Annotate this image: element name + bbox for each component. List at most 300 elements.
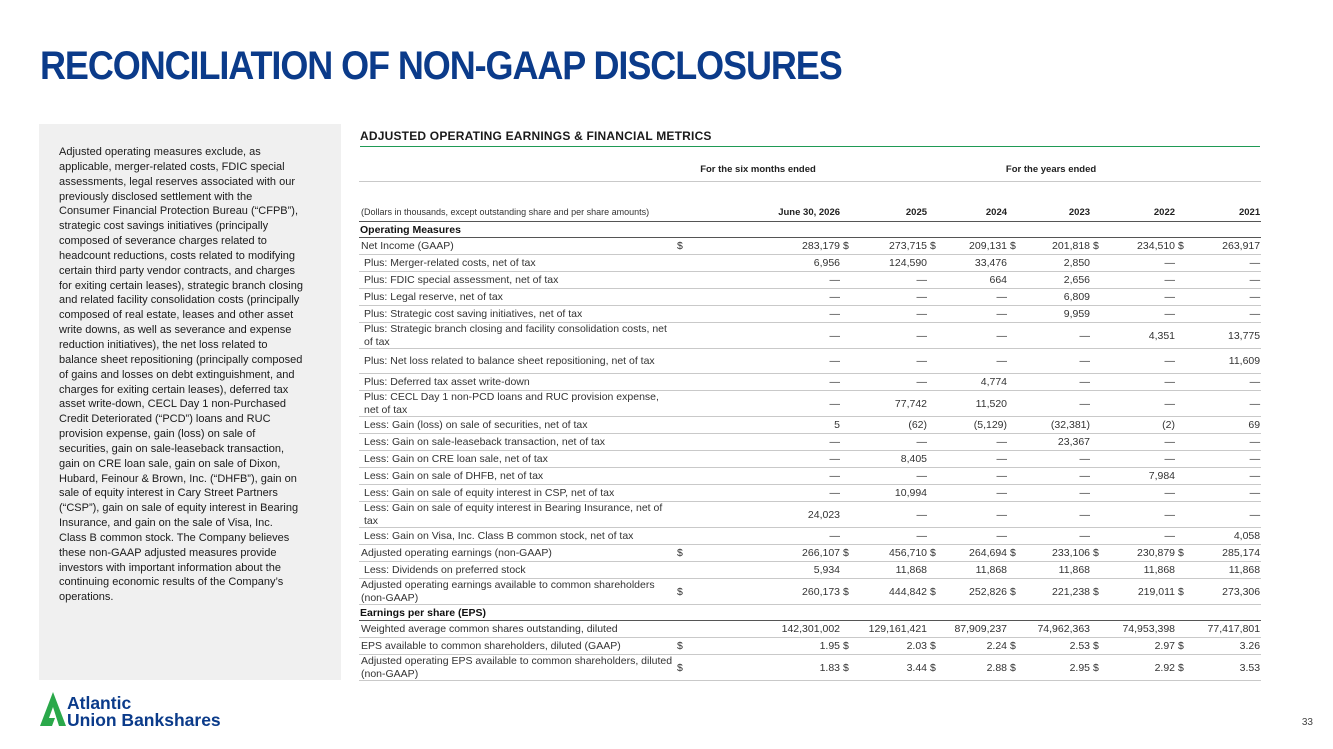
dollar-sign <box>928 451 942 468</box>
cell-value: 201,818 <box>1022 238 1091 255</box>
cell-value: 264,694 <box>942 545 1008 562</box>
dollar-sign <box>1008 272 1022 289</box>
cell-value: 9,959 <box>1022 306 1091 323</box>
dollar-sign <box>1008 391 1022 417</box>
dollar-sign: $ <box>1176 638 1190 655</box>
cell-value: 2.88 <box>942 655 1008 681</box>
column-header: 2022 <box>1091 182 1176 222</box>
dollar-sign <box>928 562 942 579</box>
dollar-sign <box>1091 417 1105 434</box>
dollar-sign <box>675 434 689 451</box>
dollar-sign <box>1008 374 1022 391</box>
cell-value: 11,868 <box>1105 562 1176 579</box>
cell-value: — <box>689 323 841 349</box>
table-row <box>359 621 1261 638</box>
cell-value: 10,994 <box>855 485 928 502</box>
cell-value: — <box>689 272 841 289</box>
table-row <box>359 417 1261 434</box>
cell-value: 266,107 <box>689 545 841 562</box>
cell-value: 252,826 <box>942 579 1008 605</box>
dollar-sign <box>1176 306 1190 323</box>
cell-value: — <box>1022 374 1091 391</box>
dollar-sign <box>928 306 942 323</box>
dollar-sign <box>1008 434 1022 451</box>
dollar-sign: $ <box>675 579 689 605</box>
table-row <box>359 255 1261 272</box>
dollar-sign <box>1008 417 1022 434</box>
dollar-sign <box>675 289 689 306</box>
table-row <box>359 434 1261 451</box>
dollar-sign <box>841 374 855 391</box>
dollar-sign <box>1008 621 1022 638</box>
row-label: Plus: Net loss related to balance sheet repositioning, net of tax <box>359 349 675 374</box>
dollar-sign <box>841 323 855 349</box>
table-row <box>359 323 1261 349</box>
dollar-sign: $ <box>1091 545 1105 562</box>
cell-value: 664 <box>942 272 1008 289</box>
dollar-sign <box>1091 451 1105 468</box>
dollar-sign <box>841 391 855 417</box>
cell-value: 2.92 <box>1105 655 1176 681</box>
row-label: Adjusted operating earnings (non-GAAP) <box>359 545 675 562</box>
dollar-sign <box>675 468 689 485</box>
cell-value: 283,179 <box>689 238 841 255</box>
dollar-sign: $ <box>928 545 942 562</box>
cell-value: 2.97 <box>1105 638 1176 655</box>
column-header: 2021 <box>1176 182 1261 222</box>
dollar-sign: $ <box>1008 638 1022 655</box>
dollar-sign <box>1176 468 1190 485</box>
cell-value: 24,023 <box>689 502 841 528</box>
dollar-sign <box>928 349 942 374</box>
cell-value: — <box>1105 434 1176 451</box>
section-header-operating <box>359 222 1261 238</box>
dollar-sign <box>1008 528 1022 545</box>
table-row <box>359 562 1261 579</box>
dollar-sign <box>1091 502 1105 528</box>
cell-value: 2.03 <box>855 638 928 655</box>
cell-value: — <box>1105 349 1176 374</box>
cell-value: — <box>1190 289 1261 306</box>
dollar-sign <box>1176 621 1190 638</box>
row-label: Less: Gain on sale of equity interest in CSP, net of tax <box>359 485 675 502</box>
dollar-sign <box>841 502 855 528</box>
cell-value: — <box>1190 391 1261 417</box>
cell-value: — <box>1105 485 1176 502</box>
cell-value: — <box>855 272 928 289</box>
dollar-sign <box>1091 468 1105 485</box>
dollar-sign: $ <box>1008 238 1022 255</box>
cell-value: — <box>1105 374 1176 391</box>
dollar-sign <box>1008 289 1022 306</box>
dollar-sign <box>928 485 942 502</box>
dollar-sign <box>841 528 855 545</box>
dollar-sign <box>675 272 689 289</box>
cell-value: 3.44 <box>855 655 928 681</box>
row-label: Plus: Strategic cost saving initiatives, net of tax <box>359 306 675 323</box>
cell-value: 13,775 <box>1190 323 1261 349</box>
cell-value: 5 <box>689 417 841 434</box>
dollar-sign <box>1008 485 1022 502</box>
cell-value: 4,351 <box>1105 323 1176 349</box>
dollar-sign <box>675 528 689 545</box>
cell-value: 263,917 <box>1190 238 1261 255</box>
cell-value: 77,742 <box>855 391 928 417</box>
dollar-sign <box>1176 374 1190 391</box>
cell-value: — <box>689 349 841 374</box>
table-row <box>359 289 1261 306</box>
dollar-sign <box>1176 289 1190 306</box>
dollar-sign <box>1176 562 1190 579</box>
cell-value: 4,774 <box>942 374 1008 391</box>
cell-value: 2.53 <box>1022 638 1091 655</box>
cell-value: — <box>942 306 1008 323</box>
dollar-sign: $ <box>928 238 942 255</box>
cell-value: 69 <box>1190 417 1261 434</box>
section-header-eps <box>359 605 1261 621</box>
cell-value: — <box>689 391 841 417</box>
dollar-sign <box>928 417 942 434</box>
row-label: Less: Gain (loss) on sale of securities, net of tax <box>359 417 675 434</box>
dollar-sign <box>1091 621 1105 638</box>
cell-value: — <box>1022 502 1091 528</box>
table-row <box>359 451 1261 468</box>
dollar-sign <box>841 468 855 485</box>
dollar-sign <box>1091 391 1105 417</box>
cell-value: — <box>1022 349 1091 374</box>
dollar-sign: $ <box>1008 545 1022 562</box>
dollar-sign: $ <box>1176 579 1190 605</box>
dollar-sign <box>675 323 689 349</box>
dollar-sign <box>675 417 689 434</box>
cell-value: — <box>1105 391 1176 417</box>
group-header-years: For the years ended <box>841 157 1261 182</box>
dollar-sign: $ <box>1008 579 1022 605</box>
dollar-sign <box>1008 468 1022 485</box>
group-header-row <box>359 157 1261 182</box>
dollar-sign <box>1008 255 1022 272</box>
cell-value: — <box>942 451 1008 468</box>
dollar-sign: $ <box>841 238 855 255</box>
row-label: Plus: FDIC special assessment, net of tax <box>359 272 675 289</box>
cell-value: — <box>1190 434 1261 451</box>
dollar-sign: $ <box>1008 655 1022 681</box>
cell-value: 456,710 <box>855 545 928 562</box>
cell-value: 33,476 <box>942 255 1008 272</box>
cell-value: — <box>855 528 928 545</box>
dollar-sign <box>841 485 855 502</box>
dollar-sign <box>1176 323 1190 349</box>
cell-value: 11,868 <box>942 562 1008 579</box>
dollar-sign <box>928 272 942 289</box>
cell-value: — <box>1105 289 1176 306</box>
dollar-sign <box>928 528 942 545</box>
cell-value: — <box>942 289 1008 306</box>
dollar-sign <box>1091 528 1105 545</box>
dollar-sign <box>1091 349 1105 374</box>
cell-value: 209,131 <box>942 238 1008 255</box>
table-row <box>359 349 1261 374</box>
dollar-sign <box>675 485 689 502</box>
cell-value: 230,879 <box>1105 545 1176 562</box>
dollar-sign: $ <box>675 238 689 255</box>
row-label: Weighted average common shares outstanding, diluted <box>359 621 675 638</box>
dollar-sign <box>928 255 942 272</box>
dollar-sign <box>1091 272 1105 289</box>
cell-value: 11,868 <box>1022 562 1091 579</box>
dollar-sign <box>1176 391 1190 417</box>
cell-value: — <box>1190 306 1261 323</box>
dollar-sign <box>1091 255 1105 272</box>
row-label: Adjusted operating EPS available to common shareholders, diluted (non-GAAP) <box>359 655 675 681</box>
cell-value: — <box>942 323 1008 349</box>
dollar-sign: $ <box>928 638 942 655</box>
cell-value: 11,520 <box>942 391 1008 417</box>
cell-value: — <box>1190 468 1261 485</box>
dollar-sign: $ <box>841 579 855 605</box>
cell-value: — <box>942 434 1008 451</box>
dollar-sign <box>1176 272 1190 289</box>
dollar-sign <box>928 391 942 417</box>
cell-value: (32,381) <box>1022 417 1091 434</box>
cell-value: — <box>942 468 1008 485</box>
dollar-sign <box>1176 417 1190 434</box>
cell-value: — <box>1190 272 1261 289</box>
dollar-sign <box>928 621 942 638</box>
dollar-sign: $ <box>1091 655 1105 681</box>
dollar-sign <box>1091 485 1105 502</box>
cell-value: 1.95 <box>689 638 841 655</box>
dollar-sign <box>675 374 689 391</box>
cell-value: 3.26 <box>1190 638 1261 655</box>
cell-value: — <box>1190 485 1261 502</box>
dollar-sign <box>928 323 942 349</box>
row-label: Less: Gain on sale of equity interest in Bearing Insurance, net of tax <box>359 502 675 528</box>
cell-value: — <box>855 374 928 391</box>
cell-value: — <box>689 289 841 306</box>
cell-value: 74,953,398 <box>1105 621 1176 638</box>
column-header: 2023 <box>1008 182 1091 222</box>
dollar-sign <box>841 621 855 638</box>
column-header: 2024 <box>928 182 1008 222</box>
dollar-sign <box>1008 562 1022 579</box>
table-row <box>359 272 1261 289</box>
column-header-row <box>359 182 1261 222</box>
cell-value: — <box>1190 451 1261 468</box>
row-label: Plus: Merger-related costs, net of tax <box>359 255 675 272</box>
cell-value: 260,173 <box>689 579 841 605</box>
row-label: EPS available to common shareholders, diluted (GAAP) <box>359 638 675 655</box>
dollar-sign <box>841 289 855 306</box>
row-label: Less: Dividends on preferred stock <box>359 562 675 579</box>
cell-value: 129,161,421 <box>855 621 928 638</box>
dollar-sign: $ <box>1176 545 1190 562</box>
cell-value: — <box>1022 528 1091 545</box>
dollar-sign <box>1176 434 1190 451</box>
cell-value: — <box>1190 502 1261 528</box>
cell-value: — <box>855 323 928 349</box>
dollar-sign <box>1176 255 1190 272</box>
units-note: (Dollars in thousands, except outstanding share and per share amounts) <box>359 182 675 222</box>
dollar-sign: $ <box>1091 638 1105 655</box>
cell-value: — <box>855 349 928 374</box>
dollar-sign <box>675 562 689 579</box>
column-header: June 30, 2026 <box>675 182 841 222</box>
cell-value: 2.95 <box>1022 655 1091 681</box>
cell-value: (5,129) <box>942 417 1008 434</box>
financial-table <box>359 157 1261 681</box>
table-row <box>359 655 1261 681</box>
cell-value: 4,058 <box>1190 528 1261 545</box>
cell-value: 6,809 <box>1022 289 1091 306</box>
row-label: Plus: CECL Day 1 non-PCD loans and RUC provision expense, net of tax <box>359 391 675 417</box>
table-row <box>359 306 1261 323</box>
dollar-sign: $ <box>928 655 942 681</box>
cell-value: 2.24 <box>942 638 1008 655</box>
table-row <box>359 502 1261 528</box>
dollar-sign <box>841 562 855 579</box>
cell-value: 5,934 <box>689 562 841 579</box>
cell-value: — <box>1105 528 1176 545</box>
sidebar-description: Adjusted operating measures exclude, as applicable, merger-related costs, FDIC special assessments, legal reserves associated with our previously disclosed settlement with the Consumer Financial Protection Bureau (“CFPB”), strategic cost savings initiatives (principally composed of severance charges related to headcount reductions, costs related to modifying certain third party vendor contracts, and charges for exiting certain leases), strategic branch closing and related facility consolidation costs (principally composed of real estate, leases and other asset write downs, as well as severance and expense reduction initiatives), the net loss related to balance sheet repositioning (principally composed of gains and losses on debt extinguishment, and charges for exiting certain leases), deferred tax asset write-down, CECL Day 1 non-Purchased Credit Deteriorated (“PCD”) loans and RUC provision expense, gain (loss) on sale of securities, gain on sale-leaseback transaction, gain on CRE loan sale, gain on sale of Dixon, Hubard, Feinour & Brown, Inc. (“DHFB”), gain on sale of equity interest in Cary Street Partners (“CSP”), gain on sale of equity interest in Bearing Insurance, and gain on the sale of Visa, Inc. Class B common stock. The Company believes these non-GAAP adjusted measures provide investors with important information about the continuing economic results of the Company’s operations. <box>59 146 303 604</box>
cell-value: 3.53 <box>1190 655 1261 681</box>
cell-value: 8,405 <box>855 451 928 468</box>
cell-value: 11,868 <box>855 562 928 579</box>
dollar-sign <box>928 374 942 391</box>
cell-value: 219,011 <box>1105 579 1176 605</box>
cell-value: — <box>942 528 1008 545</box>
cell-value: 124,590 <box>855 255 928 272</box>
row-label: Plus: Legal reserve, net of tax <box>359 289 675 306</box>
cell-value: 74,962,363 <box>1022 621 1091 638</box>
table-row <box>359 468 1261 485</box>
group-header-six-months: For the six months ended <box>675 157 841 182</box>
dollar-sign: $ <box>1176 655 1190 681</box>
dollar-sign: $ <box>841 545 855 562</box>
section-label: Operating Measures <box>359 222 1261 238</box>
atlantic-union-a-icon <box>40 692 66 726</box>
dollar-sign <box>1176 485 1190 502</box>
dollar-sign <box>1008 306 1022 323</box>
dollar-sign: $ <box>928 579 942 605</box>
cell-value: — <box>855 468 928 485</box>
cell-value: — <box>1190 374 1261 391</box>
cell-value: 87,909,237 <box>942 621 1008 638</box>
dollar-sign <box>928 289 942 306</box>
dollar-sign <box>1091 306 1105 323</box>
dollar-sign: $ <box>1091 238 1105 255</box>
cell-value: 233,106 <box>1022 545 1091 562</box>
dollar-sign <box>1091 562 1105 579</box>
dollar-sign: $ <box>841 638 855 655</box>
cell-value: — <box>1022 451 1091 468</box>
row-label: Less: Gain on sale-leaseback transaction, net of tax <box>359 434 675 451</box>
dollar-sign: $ <box>841 655 855 681</box>
cell-value: — <box>1022 468 1091 485</box>
dollar-sign: $ <box>675 638 689 655</box>
row-label: Less: Gain on sale of DHFB, net of tax <box>359 468 675 485</box>
dollar-sign <box>1091 323 1105 349</box>
cell-value: — <box>689 374 841 391</box>
cell-value: 6,956 <box>689 255 841 272</box>
dollar-sign <box>1176 502 1190 528</box>
dollar-sign <box>1008 323 1022 349</box>
page-number: 33 <box>1301 717 1313 728</box>
cell-value: 273,306 <box>1190 579 1261 605</box>
cell-value: 2,656 <box>1022 272 1091 289</box>
table-row <box>359 528 1261 545</box>
table-row <box>359 579 1261 605</box>
section-divider <box>360 146 1260 147</box>
dollar-sign <box>1176 451 1190 468</box>
dollar-sign <box>841 349 855 374</box>
column-header: 2025 <box>841 182 928 222</box>
cell-value: 11,868 <box>1190 562 1261 579</box>
dollar-sign <box>841 255 855 272</box>
dollar-sign <box>841 306 855 323</box>
table-row <box>359 374 1261 391</box>
dollar-sign: $ <box>675 655 689 681</box>
table-row <box>359 545 1261 562</box>
cell-value: (62) <box>855 417 928 434</box>
cell-value: — <box>855 289 928 306</box>
logo-text-line2: Union Bankshares <box>67 710 221 730</box>
row-label: Net Income (GAAP) <box>359 238 675 255</box>
table-row <box>359 638 1261 655</box>
cell-value: 11,609 <box>1190 349 1261 374</box>
cell-value: — <box>855 306 928 323</box>
dollar-sign <box>841 417 855 434</box>
cell-value: — <box>1190 255 1261 272</box>
cell-value: — <box>855 434 928 451</box>
cell-value: — <box>855 502 928 528</box>
section-label: Earnings per share (EPS) <box>359 605 1261 621</box>
dollar-sign <box>1008 502 1022 528</box>
table-section-title: ADJUSTED OPERATING EARNINGS & FINANCIAL METRICS <box>360 129 712 143</box>
table-row <box>359 485 1261 502</box>
dollar-sign <box>1008 349 1022 374</box>
dollar-sign <box>1176 349 1190 374</box>
dollar-sign <box>928 468 942 485</box>
cell-value: 444,842 <box>855 579 928 605</box>
page-title: RECONCILIATION OF NON-GAAP DISCLOSURES <box>40 44 842 88</box>
cell-value: — <box>1105 451 1176 468</box>
dollar-sign <box>675 391 689 417</box>
row-label: Adjusted operating earnings available to common shareholders (non-GAAP) <box>359 579 675 605</box>
cell-value: — <box>1105 255 1176 272</box>
dollar-sign: $ <box>1176 238 1190 255</box>
cell-value: 77,417,801 <box>1190 621 1261 638</box>
company-logo <box>40 692 270 732</box>
table-row <box>359 391 1261 417</box>
dollar-sign <box>1176 528 1190 545</box>
dollar-sign <box>675 502 689 528</box>
dollar-sign <box>675 349 689 374</box>
row-label: Plus: Strategic branch closing and facility consolidation costs, net of tax <box>359 323 675 349</box>
dollar-sign <box>675 451 689 468</box>
dollar-sign <box>841 451 855 468</box>
row-label: Less: Gain on Visa, Inc. Class B common stock, net of tax <box>359 528 675 545</box>
dollar-sign <box>1008 451 1022 468</box>
cell-value: — <box>1105 272 1176 289</box>
cell-value: — <box>1022 485 1091 502</box>
cell-value: — <box>689 434 841 451</box>
cell-value: (2) <box>1105 417 1176 434</box>
table-row <box>359 238 1261 255</box>
cell-value: 2,850 <box>1022 255 1091 272</box>
cell-value: 285,174 <box>1190 545 1261 562</box>
logo-text-line1: Atlantic <box>67 693 132 713</box>
